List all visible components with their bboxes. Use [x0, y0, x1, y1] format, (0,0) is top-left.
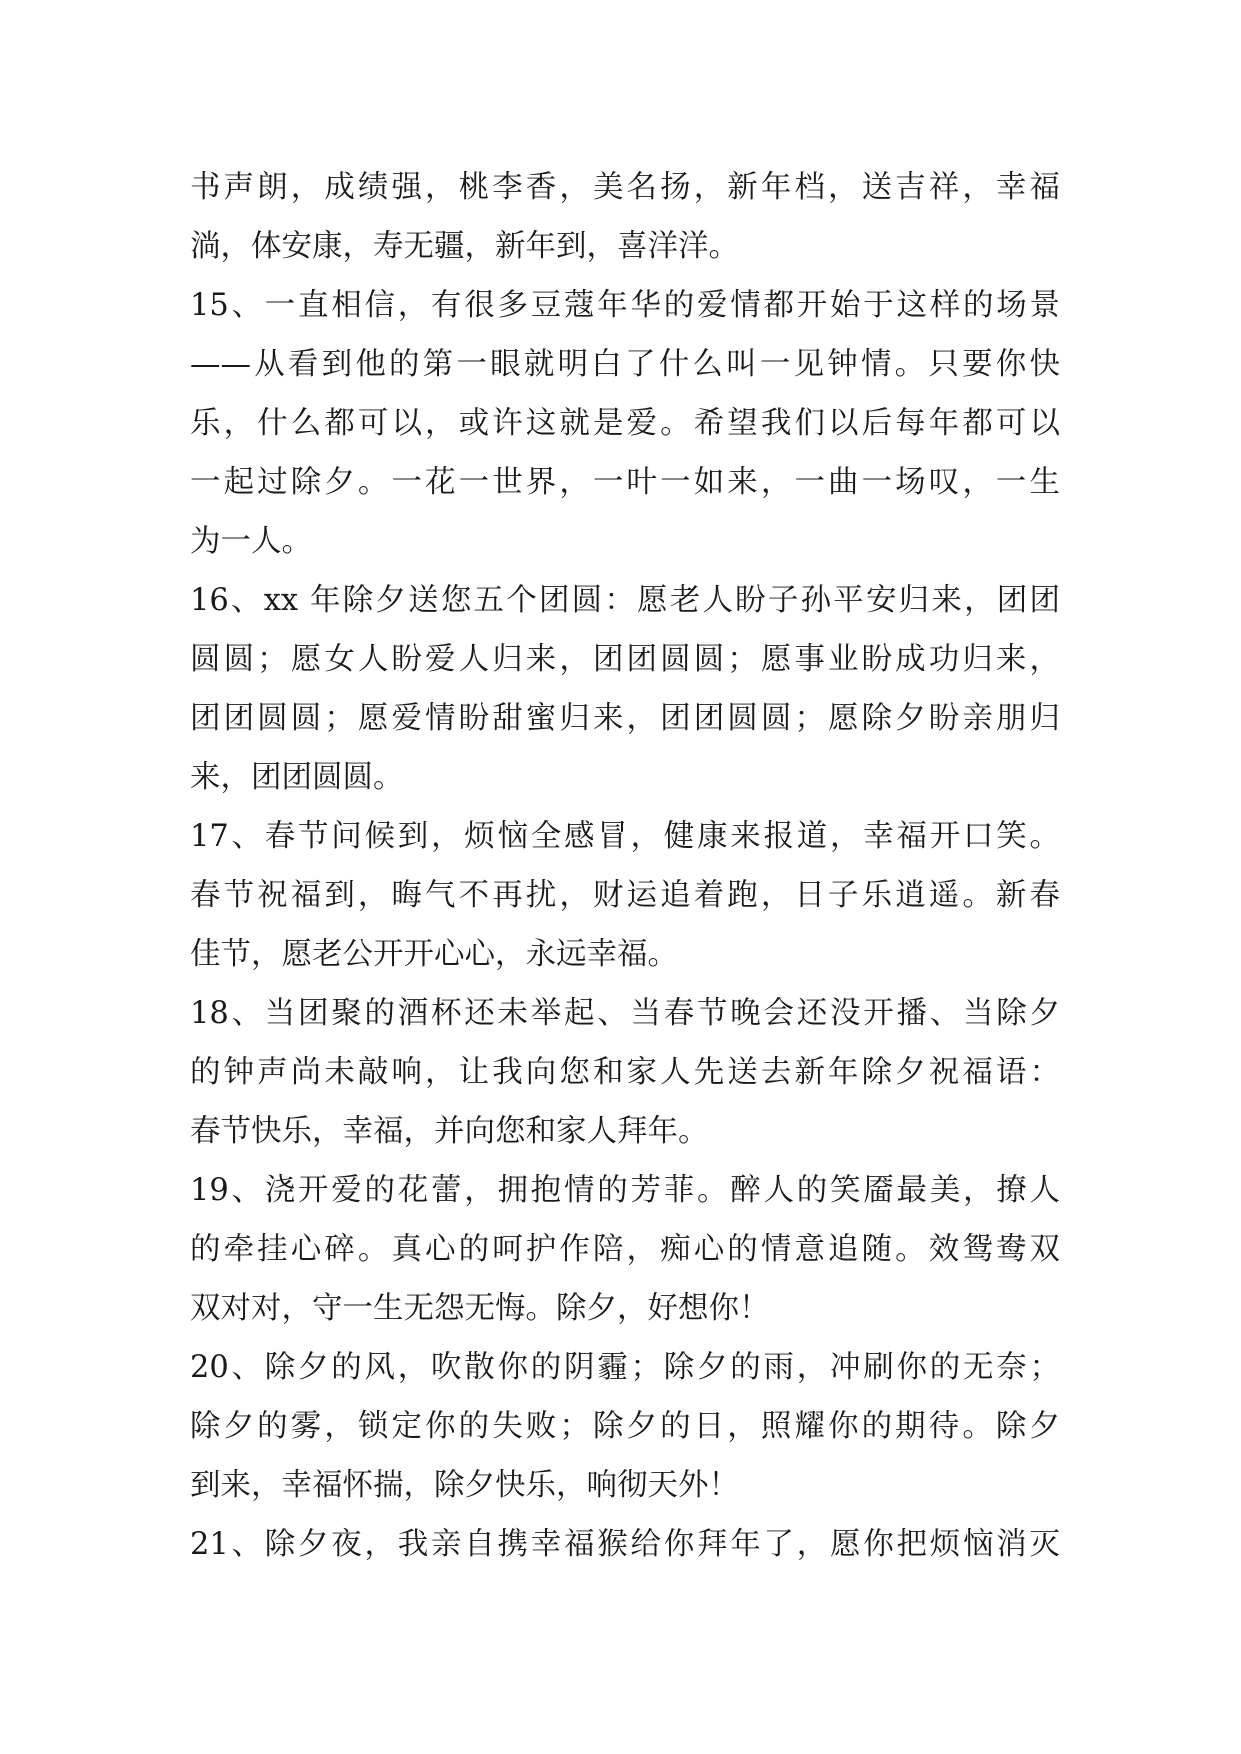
text-line: 为一人。	[190, 524, 312, 559]
text-line: 20、除夕的风，吹散你的阴霾；除夕的雨，冲刷你的无奈；	[190, 1350, 1060, 1385]
text-line: 的牵挂心碎。真心的呵护作陪，痴心的情意追随。效鸳鸯双	[190, 1232, 1060, 1267]
text-line: 来，团团圆圆。	[190, 760, 404, 795]
text-line: 春节快乐，幸福，并向您和家人拜年。	[190, 1114, 709, 1149]
text-line: 19、浇开爱的花蕾，拥抱情的芳菲。醉人的笑靥最美，撩人	[190, 1173, 1060, 1208]
text-line: 18、当团聚的酒杯还未举起、当春节晚会还没开播、当除夕	[190, 996, 1060, 1031]
text-line: ——从看到他的第一眼就明白了什么叫一见钟情。只要你快	[190, 347, 1060, 382]
text-line: 21、除夕夜，我亲自携幸福猴给你拜年了，愿你把烦恼消灭	[190, 1527, 1060, 1562]
text-line: 书声朗，成绩强，桃李香，美名扬，新年档，送吉祥，幸福	[190, 170, 1060, 205]
text-line: 圆圆；愿女人盼爱人归来，团团圆圆；愿事业盼成功归来，	[190, 642, 1060, 677]
text-line: 16、xx 年除夕送您五个团圆：愿老人盼子孙平安归来，团团	[190, 583, 1060, 618]
text-line: 除夕的雾，锁定你的失败；除夕的日，照耀你的期待。除夕	[190, 1409, 1060, 1444]
text-line: 双对对，守一生无怨无悔。除夕，好想你！	[190, 1291, 770, 1326]
text-line: 17、春节问候到，烦恼全感冒，健康来报道，幸福开口笑。	[190, 819, 1060, 854]
text-line: 佳节，愿老公开开心心，永远幸福。	[190, 937, 678, 972]
text-line: 淌，体安康，寿无疆，新年到，喜洋洋。	[190, 229, 739, 264]
text-line: 15、一直相信，有很多豆蔻年华的爱情都开始于这样的场景	[190, 288, 1060, 323]
text-line: 乐，什么都可以，或许这就是爱。希望我们以后每年都可以	[190, 406, 1060, 441]
text-line: 的钟声尚未敲响，让我向您和家人先送去新年除夕祝福语：	[190, 1055, 1060, 1090]
text-line: 团团圆圆；愿爱情盼甜蜜归来，团团圆圆；愿除夕盼亲朋归	[190, 701, 1060, 736]
text-line: 一起过除夕。一花一世界，一叶一如来，一曲一场叹，一生	[190, 465, 1060, 500]
text-line: 到来，幸福怀揣，除夕快乐，响彻天外！	[190, 1468, 739, 1503]
document-body	[190, 158, 1060, 1574]
text-line: 春节祝福到，晦气不再扰，财运追着跑，日子乐逍遥。新春	[190, 878, 1060, 913]
